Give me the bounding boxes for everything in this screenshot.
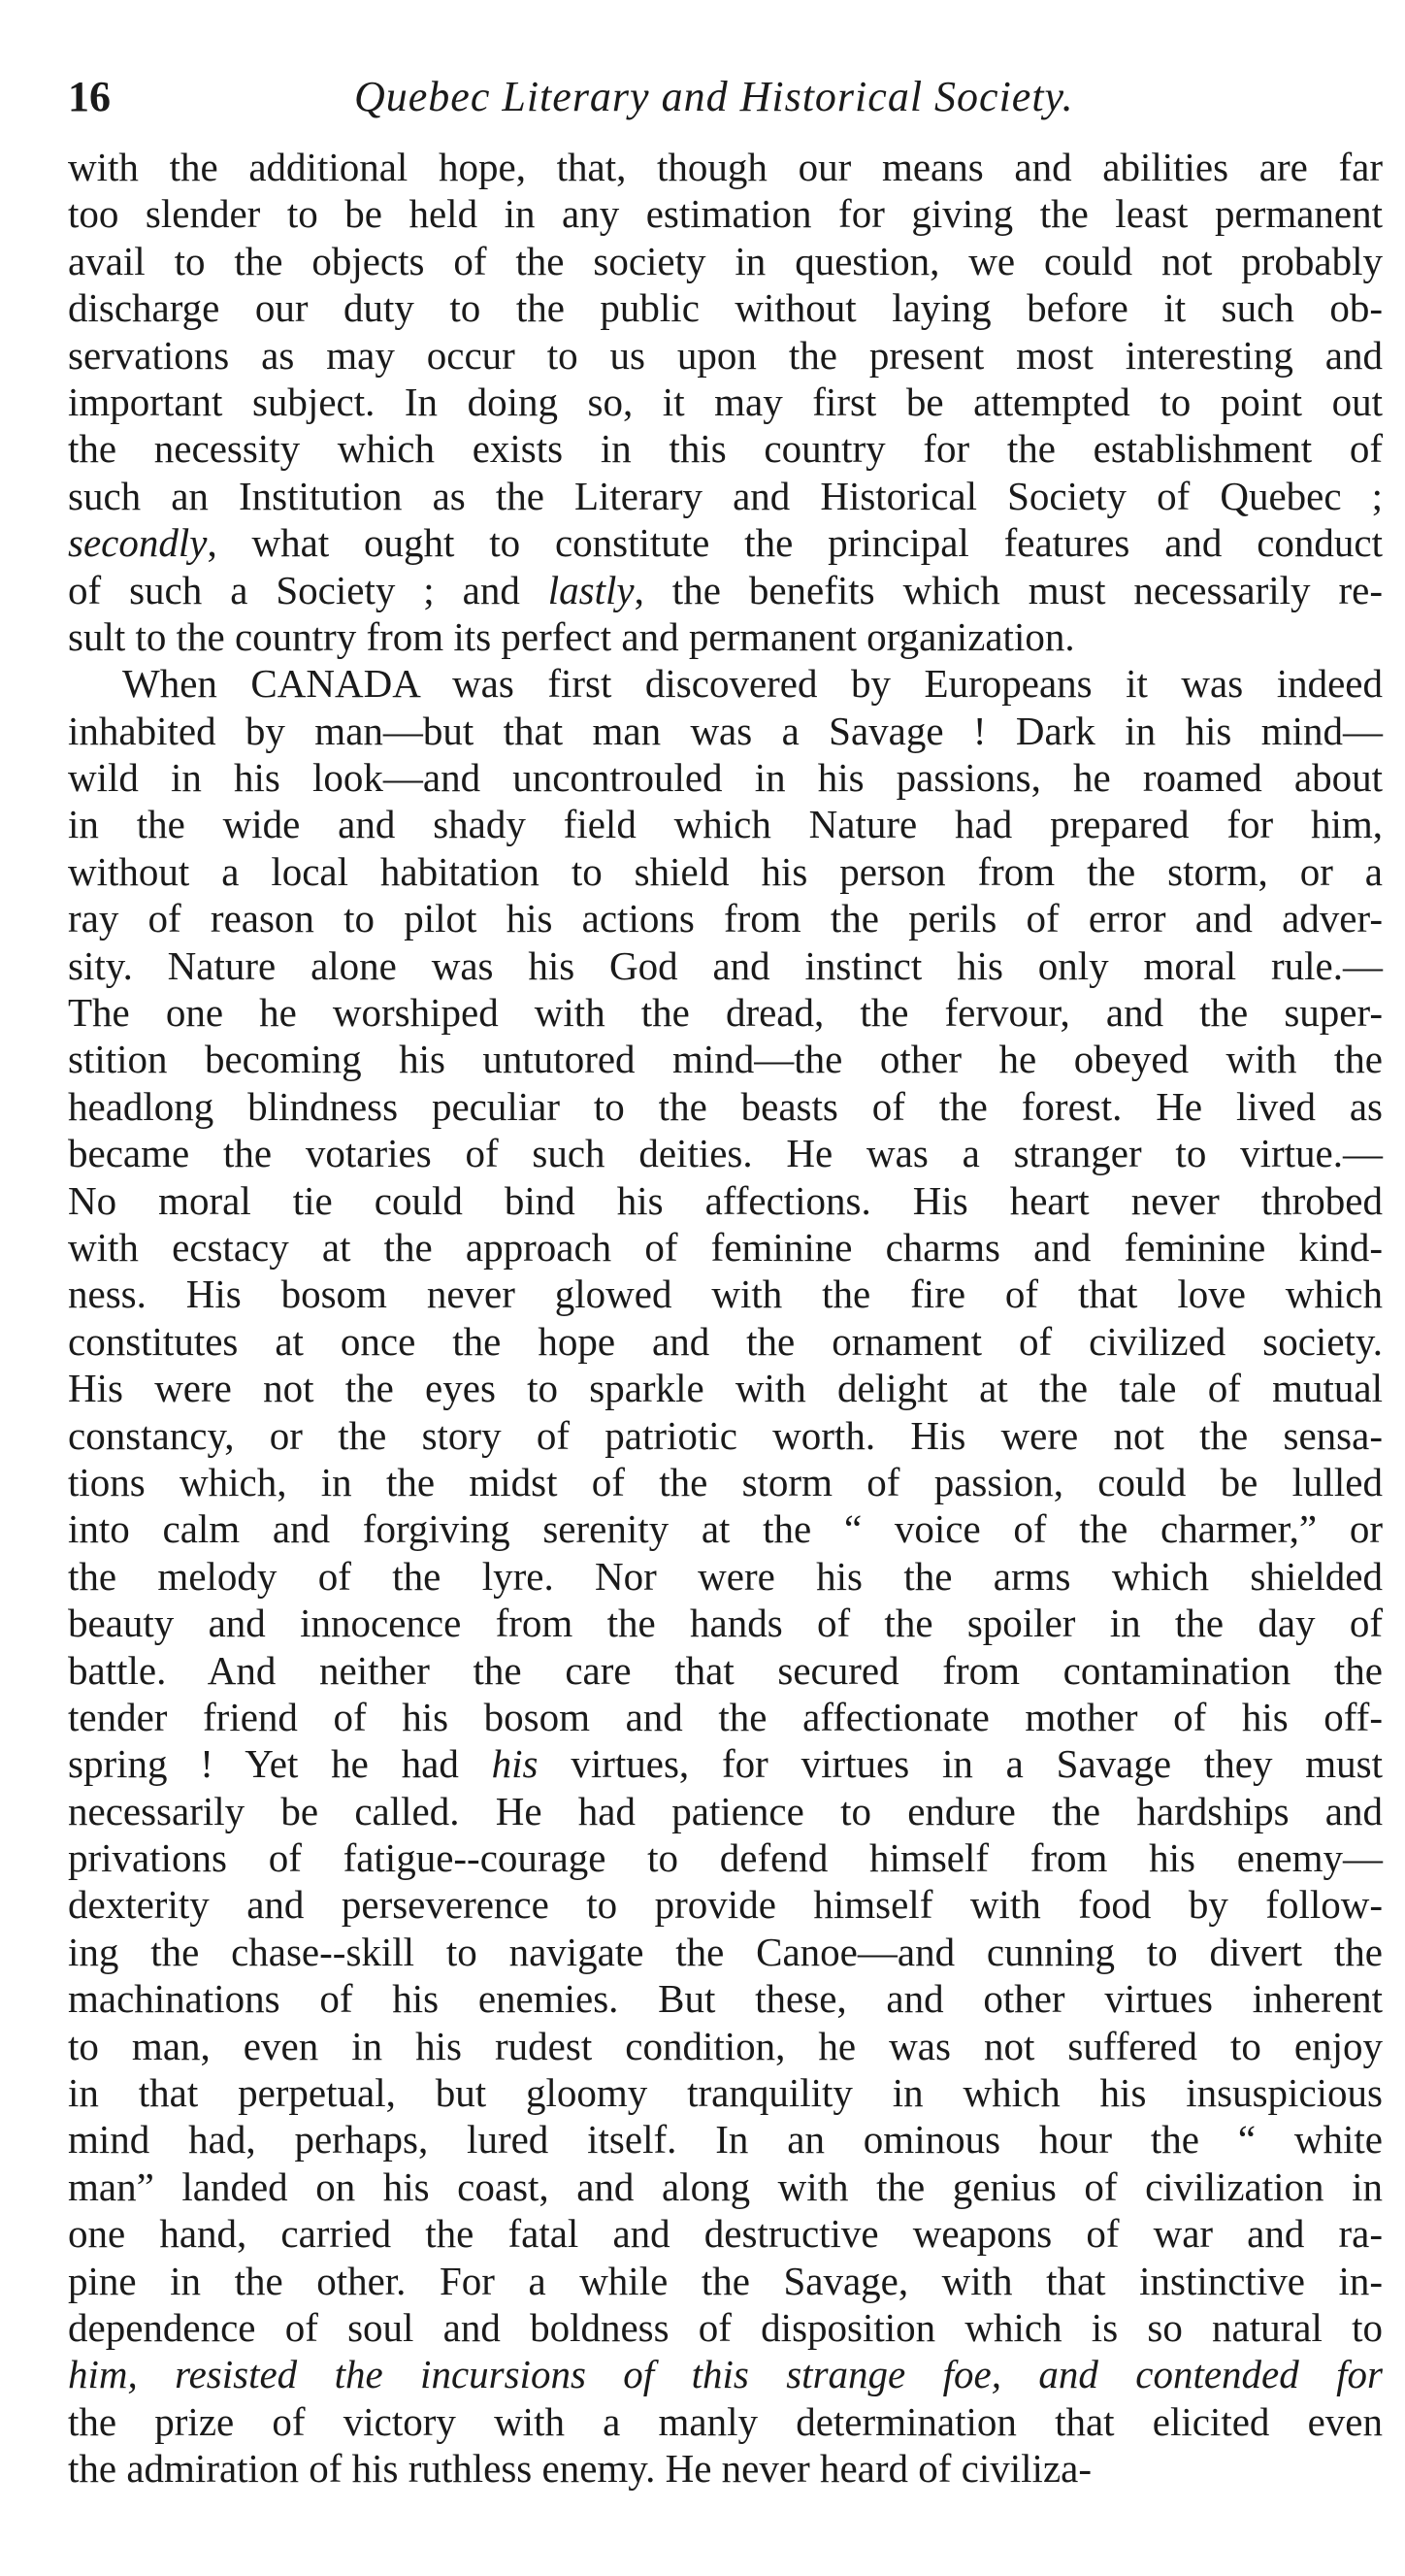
- text-line: [68, 989, 1383, 1036]
- running-title: Quebec Literary and Historical Society.: [354, 73, 1074, 120]
- body-text: [68, 144, 1383, 2493]
- italic-text: secondly: [68, 520, 208, 566]
- text-line: [68, 1412, 1383, 1459]
- text-segment: wild in his look—and uncontrouled in his passions, he roamed about: [68, 755, 1383, 801]
- text-line: [68, 1365, 1383, 1411]
- text-line: [68, 1177, 1383, 1224]
- text-line: [68, 1130, 1383, 1176]
- text-segment: dexterity and perseverence to provide himself with food by follow-: [68, 1882, 1383, 1928]
- text-segment: tender friend of his bosom and the affectionate mother of his off-: [68, 1694, 1383, 1739]
- text-line: [68, 895, 1383, 941]
- italic-text: him, resisted the incursions of this strange foe, and contended for: [68, 2352, 1383, 2397]
- text-line: [68, 848, 1383, 895]
- text-line: [68, 2069, 1383, 2116]
- text-line: [68, 473, 1383, 519]
- paragraph: [68, 660, 1383, 2492]
- text-line: [68, 190, 1383, 237]
- text-segment: tions which, in the midst of the storm of passion, could be lulled: [68, 1459, 1383, 1504]
- text-segment: sity. Nature alone was his God and instinct his only moral rule.—: [68, 942, 1383, 988]
- text-line: [68, 2163, 1383, 2210]
- book-page: [68, 58, 1383, 2493]
- text-segment: sult to the country from its perfect and permanent organization.: [68, 613, 1075, 659]
- text-segment: in the wide and shady field which Nature had prepared for him,: [68, 802, 1383, 847]
- text-segment: necessarily be called. He had patience to endure the hardships and: [68, 1788, 1383, 1833]
- text-line: [68, 754, 1383, 801]
- text-line: [68, 1740, 1383, 1787]
- text-line: [68, 1083, 1383, 1130]
- text-segment: the prize of victory with a manly determination that elicited even: [68, 2398, 1383, 2444]
- text-line: [68, 1318, 1383, 1365]
- text-segment: the necessity which exists in this country for the establishment of: [68, 426, 1383, 472]
- text-segment: pine in the other. For a while the Savage, with that instinctive in-: [68, 2258, 1383, 2303]
- text-segment: battle. And neither the care that secured from contamination the: [68, 1647, 1383, 1693]
- text-segment: stition becoming his untutored mind—the other he obeyed with the: [68, 1037, 1383, 1082]
- text-segment: ness. His bosom never glowed with the fire of that love which: [68, 1271, 1383, 1317]
- text-segment: into calm and forgiving serenity at the “ voice of the charmer,” or: [68, 1506, 1383, 1552]
- text-line: [68, 144, 1383, 190]
- text-segment: spring ! Yet he had: [68, 1741, 492, 1787]
- text-segment: one hand, carried the fatal and destructive weapons of war and ra-: [68, 2211, 1383, 2257]
- text-line: [68, 1834, 1383, 1881]
- text-line: [68, 613, 1383, 660]
- text-line: [68, 942, 1383, 989]
- text-segment: the melody of the lyre. Nor were his the arms which shielded: [68, 1553, 1383, 1599]
- text-segment: virtues, for virtues in a Savage they must: [538, 1741, 1384, 1787]
- text-segment: dependence of soul and boldness of disposition which is so natural to: [68, 2304, 1383, 2350]
- text-segment: machinations of his enemies. But these, and other virtues inherent: [68, 1976, 1383, 2022]
- text-line: [68, 1271, 1383, 1317]
- text-line: [68, 567, 1383, 613]
- text-line: [68, 2304, 1383, 2351]
- text-segment: man” landed on his coast, and along with the genius of civilization in: [68, 2163, 1383, 2209]
- page-number: 16: [68, 73, 111, 120]
- text-line: [68, 332, 1383, 379]
- text-line: [68, 425, 1383, 472]
- text-line: [68, 1694, 1383, 1740]
- text-segment: with the additional hope, that, though our means and abilities are far: [68, 145, 1383, 189]
- running-head: [68, 58, 1383, 136]
- text-line: [68, 2445, 1383, 2492]
- italic-text: his: [491, 1741, 539, 1787]
- text-line: [68, 238, 1383, 284]
- text-line: [68, 1600, 1383, 1646]
- text-line: [68, 1553, 1383, 1600]
- text-line: [68, 2351, 1383, 2397]
- text-line: [68, 1459, 1383, 1505]
- text-line: [68, 660, 1383, 707]
- text-segment: such an Institution as the Literary and Historical Society of Quebec ;: [68, 473, 1383, 518]
- text-segment: ing the chase--skill to navigate the Canoe—and cunning to divert the: [68, 1929, 1383, 1974]
- text-line: [68, 1036, 1383, 1082]
- text-segment: became the votaries of such deities. He was a stranger to virtue.—: [68, 1131, 1383, 1176]
- text-line: [68, 2210, 1383, 2257]
- text-segment: avail to the objects of the society in question, we could not probably: [68, 238, 1383, 283]
- text-segment: privations of fatigue--courage to defend himself from his enemy—: [68, 1835, 1383, 1881]
- text-segment: in that perpetual, but gloomy tranquility in which his insuspicious: [68, 2070, 1383, 2116]
- text-line: [68, 2023, 1383, 2069]
- text-segment: The one he worshiped with the dread, the fervour, and the super-: [68, 990, 1383, 1036]
- text-segment: mind had, perhaps, lured itself. In an ominous hour the “ white: [68, 2117, 1383, 2163]
- text-segment: servations as may occur to us upon the present most interesting and: [68, 332, 1383, 378]
- text-segment: ray of reason to pilot his actions from the perils of error and adver-: [68, 896, 1383, 941]
- paragraph: [68, 144, 1383, 660]
- text-segment: No moral tie could bind his affections. His heart never throbed: [68, 1177, 1383, 1223]
- text-line: [68, 1881, 1383, 1928]
- text-line: [68, 284, 1383, 331]
- text-segment: discharge our duty to the public without laying before it such ob-: [68, 285, 1383, 331]
- text-line: [68, 379, 1383, 425]
- text-line: [68, 2116, 1383, 2163]
- text-line: [68, 2398, 1383, 2445]
- text-line: [68, 2258, 1383, 2304]
- text-segment: When CANADA was first discovered by Europeans it was indeed: [122, 661, 1383, 707]
- text-segment: constitutes at once the hope and the ornament of civilized society.: [68, 1318, 1383, 1364]
- text-line: [68, 1929, 1383, 1975]
- italic-text: lastly: [547, 567, 635, 612]
- text-segment: too slender to be held in any estimation for giving the least permanent: [68, 191, 1383, 237]
- text-segment: with ecstacy at the approach of feminine charms and feminine kind-: [68, 1224, 1383, 1270]
- text-segment: without a local habitation to shield his person from the storm, or a: [68, 848, 1383, 894]
- text-line: [68, 1505, 1383, 1552]
- text-segment: headlong blindness peculiar to the beasts of the forest. He lived as: [68, 1083, 1383, 1129]
- text-segment: , the benefits which must necessarily re-: [634, 567, 1384, 612]
- text-segment: of such a Society ; and: [68, 567, 548, 612]
- text-line: [68, 801, 1383, 847]
- text-line: [68, 708, 1383, 754]
- text-segment: to man, even in his rudest condition, he was not suffered to enjoy: [68, 2023, 1383, 2068]
- text-line: [68, 1647, 1383, 1694]
- text-line: [68, 1975, 1383, 2022]
- text-line: [68, 519, 1383, 566]
- text-segment: , what ought to constitute the principal features and conduct: [207, 520, 1383, 566]
- text-segment: the admiration of his ruthless enemy. He never heard of civiliza-: [68, 2446, 1092, 2492]
- text-line: [68, 1788, 1383, 1834]
- text-segment: inhabited by man—but that man was a Savage ! Dark in his mind—: [68, 708, 1383, 753]
- text-segment: important subject. In doing so, it may first be attempted to point out: [68, 379, 1383, 424]
- text-line: [68, 1224, 1383, 1271]
- text-segment: constancy, or the story of patriotic worth. His were not the sensa-: [68, 1412, 1383, 1458]
- text-segment: His were not the eyes to sparkle with delight at the tale of mutual: [68, 1366, 1383, 1411]
- text-segment: beauty and innocence from the hands of the spoiler in the day of: [68, 1601, 1383, 1646]
